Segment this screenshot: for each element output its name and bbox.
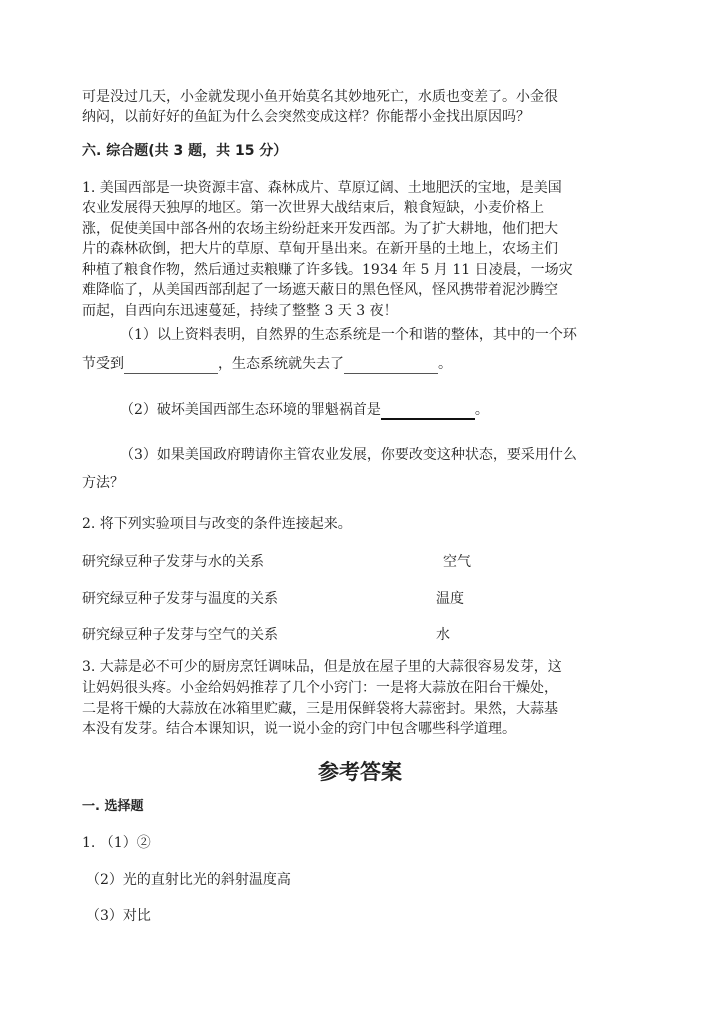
answer-item: （3）对比 (86, 908, 151, 924)
q3-line: 二是将干燥的大蒜放在冰箱里贮藏，三是用保鲜袋将大蒜密封。果然，大蒜基 (82, 701, 558, 717)
answer-blank[interactable] (124, 359, 218, 374)
q1-line: 农业发展得天独厚的地区。第一次世界大战结束后，粮食短缺，小麦价格上 (82, 200, 544, 216)
match-right[interactable]: 水 (436, 627, 450, 643)
intro-line: 可是没过几天，小金就发现小鱼开始莫名其妙地死亡，水质也变差了。小金很 (82, 89, 558, 105)
section-heading: 六. 综合题(共 3 题，共 15 分） (82, 143, 288, 159)
q3-line: 让妈妈很头疼。小金给妈妈推荐了几个小窍门：一是将大蒜放在阳台干燥处， (82, 680, 558, 696)
text: ，生态系统就失去了 (218, 356, 344, 372)
answer-item: （2）光的直射比光的斜射温度高 (86, 872, 291, 888)
q1-line: 难降临了，从美国西部刮起了一场遮天蔽日的黑色怪风，怪风携带着泥沙腾空 (82, 282, 558, 298)
match-left[interactable]: 研究绿豆种子发芽与温度的关系 (82, 591, 278, 607)
q1-sub3: 方法？ (82, 475, 124, 491)
answer-item: 1. （1）② (82, 835, 151, 851)
answer-blank[interactable] (344, 359, 438, 374)
answers-section: 一. 选择题 (82, 799, 144, 814)
q1-line: 涨，促使美国中部各州的农场主纷纷赶来开发西部。为了扩大耕地，他们把大 (82, 221, 558, 237)
text: 。 (438, 356, 452, 372)
q1-sub1-fill (82, 354, 452, 374)
match-left[interactable]: 研究绿豆种子发芽与水的关系 (82, 554, 264, 570)
text: （2）破坏美国西部生态环境的罪魁祸首是 (120, 402, 381, 418)
text: 节受到 (82, 356, 124, 372)
q3-line: 3. 大蒜是必不可少的厨房烹饪调味品，但是放在屋子里的大蒜很容易发芽，这 (82, 659, 562, 675)
q1-sub1: （1）以上资料表明，自然界的生态系统是一个和谐的整体，其中的一个环 (120, 327, 577, 343)
match-right[interactable]: 温度 (436, 591, 464, 607)
q2-prompt: 2. 将下列实验项目与改变的条件连接起来。 (82, 516, 352, 532)
q1-line: 而起，自西向东迅速蔓延，持续了整整 3 天 3 夜！ (82, 303, 398, 319)
match-left[interactable]: 研究绿豆种子发芽与空气的关系 (82, 627, 278, 643)
q1-sub3: （3）如果美国政府聘请你主管农业发展，你要改变这种状态，要采用什么 (120, 447, 577, 463)
q1-line: 片的森林砍倒，把大片的草原、草甸开垦出来。在新开垦的土地上，农场主们 (82, 241, 558, 257)
match-right[interactable]: 空气 (443, 554, 471, 570)
q3-line: 本没有发芽。结合本课知识，说一说小金的窍门中包含哪些科学道理。 (82, 721, 516, 737)
answers-title: 参考答案 (318, 760, 402, 784)
q1-line: 1. 美国西部是一块资源丰富、森林成片、草原辽阔、土地肥沃的宝地，是美国 (82, 180, 562, 196)
q1-sub2 (120, 400, 489, 420)
answer-blank[interactable] (381, 404, 475, 420)
q1-line: 种植了粮食作物，然后通过卖粮赚了许多钱。1934 年 5 月 11 日凌晨，一场灾 (82, 262, 573, 278)
intro-line: 纳闷，以前好好的鱼缸为什么会突然变成这样？你能帮小金找出原因吗？ (82, 109, 530, 125)
text: 。 (474, 402, 489, 418)
